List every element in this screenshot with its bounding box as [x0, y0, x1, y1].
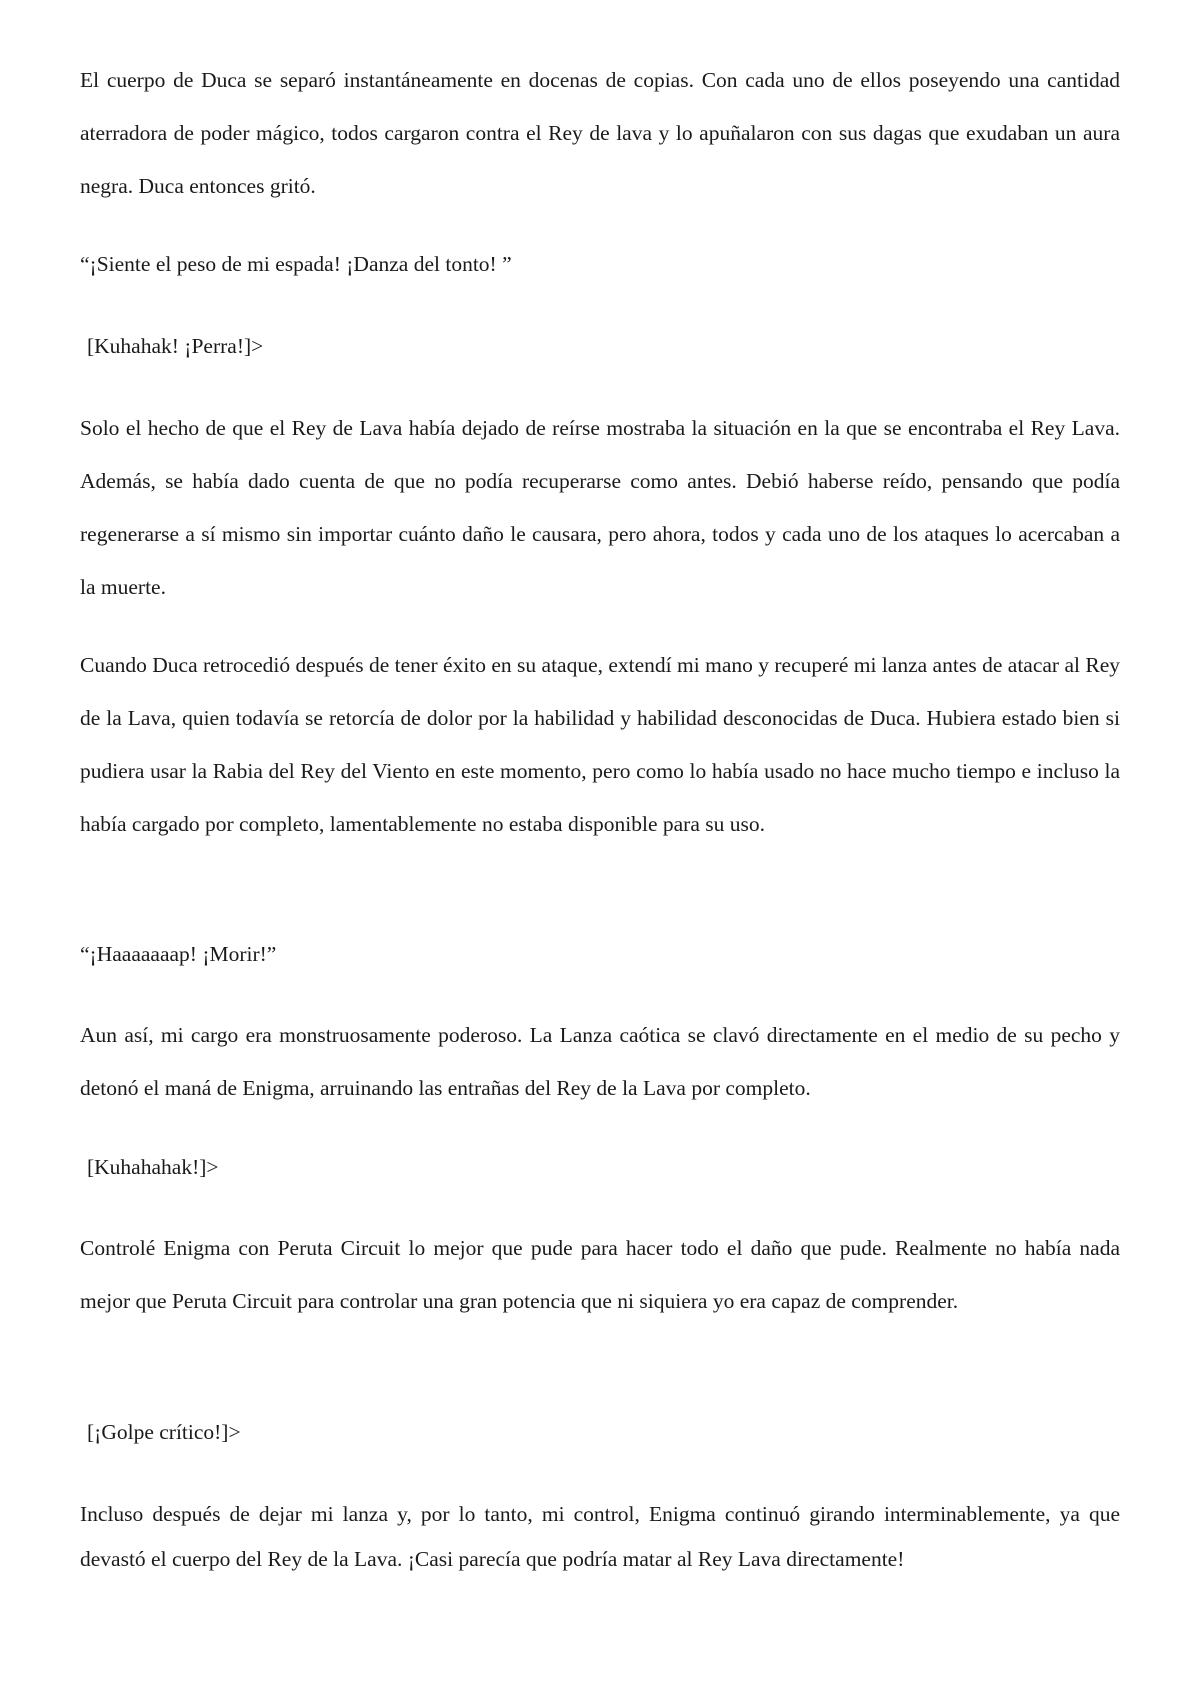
system-message-critical-hit: [¡Golpe crítico!]>	[87, 1420, 241, 1444]
paragraph-peruta-circuit: Controlé Enigma con Peruta Circuit lo mejor que pude para hacer todo el daño que pude. Realmente no había nada mejor que Peruta Circuit para controlar una gran potencia que ni siquiera yo era capaz de comprender.	[80, 1236, 1120, 1313]
system-message-perra: [Kuhahak! ¡Perra!]>	[87, 334, 264, 358]
paragraph-lava-king-stopped-laughing: Solo el hecho de que el Rey de Lava había dejado de reírse mostraba la situación en la que se encontraba el Rey Lava. Además, se había dado cuenta de que no podía recuperarse como antes. Debió haberse reído, pensando que podía regenerarse a sí mismo sin importar cuánto daño le causara, pero ahora, todos y cada uno de los ataques lo acercaban a la muerte.	[80, 416, 1120, 599]
paragraph-duca-retreat: Cuando Duca retrocedió después de tener éxito en su ataque, extendí mi mano y recuperé mi lanza antes de atacar al Rey de la Lava, quien todavía se retorcía de dolor por la habilidad y habilidad desconocidas de Duca. Hubiera estado bien si pudiera usar la Rabia del Rey del Viento en este momento, pero como lo había usado no hace mucho tiempo e incluso la había cargado por completo, lamentablemente no estaba disponible para su uso.	[80, 653, 1120, 836]
dialogue-morir: “¡Haaaaaaap! ¡Morir!”	[80, 942, 277, 966]
paragraph-duca-copies: El cuerpo de Duca se separó instantáneamente en docenas de copias. Con cada uno de ellos poseyendo una cantidad aterradora de poder mágico, todos cargaron contra el Rey de lava y lo apuñalaron con sus dagas que exudaban un aura negra. Duca entonces gritó.	[80, 68, 1120, 198]
paragraph-enigma-spinning: Incluso después de dejar mi lanza y, por lo tanto, mi control, Enigma continuó girando interminablemente, ya que devastó el cuerpo del Rey de la Lava. ¡Casi parecía que podría matar al Rey Lava directamente!	[80, 1502, 1120, 1571]
system-message-kuhahahak: [Kuhahahak!]>	[87, 1155, 219, 1179]
dialogue-dance-of-fool: “¡Siente el peso de mi espada! ¡Danza del tonto! ”	[80, 252, 512, 276]
paragraph-chaotic-lance: Aun así, mi cargo era monstruosamente poderoso. La Lanza caótica se clavó directamente en el medio de su pecho y detonó el maná de Enigma, arruinando las entrañas del Rey de la Lava por completo.	[80, 1023, 1120, 1100]
